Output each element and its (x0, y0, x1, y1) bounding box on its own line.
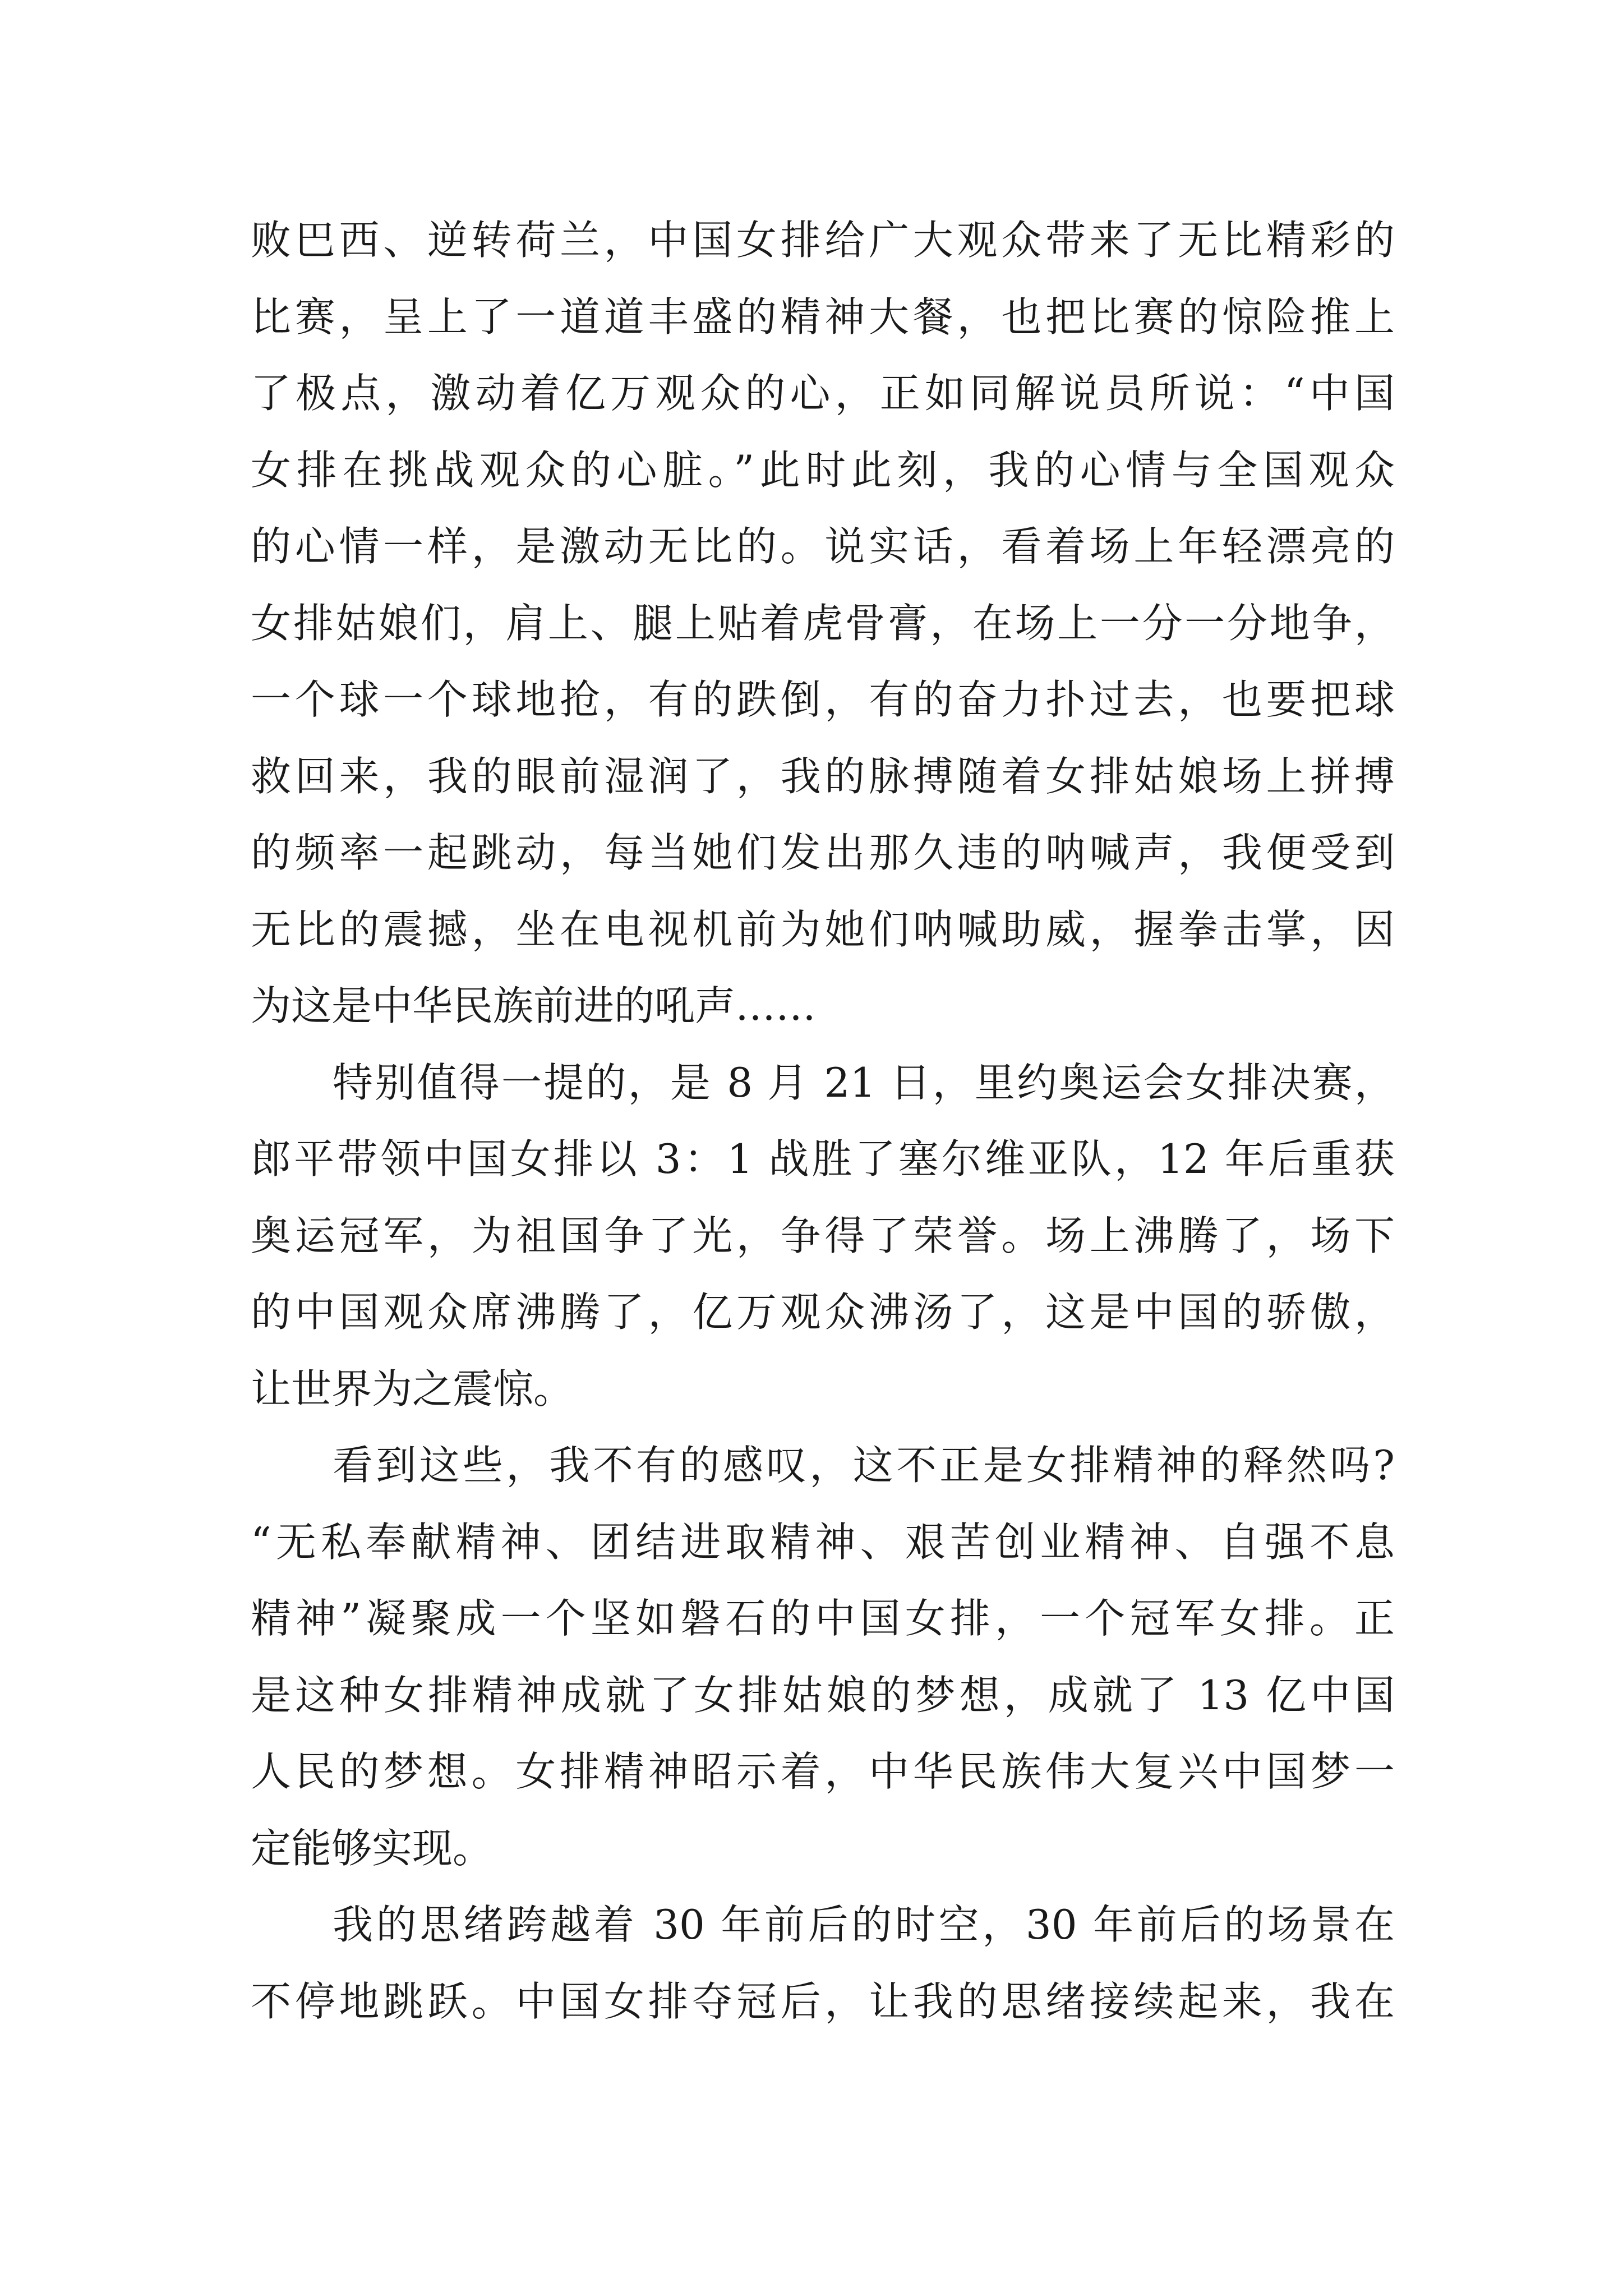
paragraph-3 (251, 1427, 1395, 1887)
text-line: 的心情一样，是激动无比的。说实话，看着场上年轻漂亮的 (251, 523, 1395, 570)
paragraph-2 (251, 1045, 1395, 1428)
text-line: 是这种女排精神成就了女排姑娘的梦想，成就了 13 亿中国 (251, 1671, 1395, 1719)
text-line: 一个球一个球地抢，有的跌倒，有的奋力扑过去，也要把球 (251, 676, 1395, 723)
text-line: 郎平带领中国女排以 3：1 战胜了塞尔维亚队，12 年后重获 (251, 1135, 1395, 1182)
text-line: 看到这些，我不有的感叹，这不正是女排精神的释然吗? (333, 1442, 1395, 1489)
text-line: 我的思绪跨越着 30 年前后的时空，30 年前后的场景在 (333, 1901, 1395, 1948)
text-line: 让世界为之震惊。 (251, 1365, 574, 1412)
text-line: 奥运冠军，为祖国争了光，争得了荣誉。场上沸腾了，场下 (251, 1212, 1395, 1259)
paragraph-4 (251, 1887, 1395, 2040)
text-line: “无私奉献精神、团结进取精神、艰苦创业精神、自强不息 (251, 1518, 1395, 1566)
text-line: 女排在挑战观众的心脏。”此时此刻，我的心情与全国观众 (251, 446, 1395, 494)
text-line: 为这是中华民族前进的吼声…… (251, 982, 817, 1029)
text-line: 的中国观众席沸腾了，亿万观众沸汤了，这是中国的骄傲， (251, 1289, 1395, 1336)
text-line: 定能够实现。 (251, 1824, 494, 1872)
text-line: 不停地跳跃。中国女排夺冠后，让我的思绪接续起来，我在 (251, 1977, 1395, 2025)
text-line: 了极点，激动着亿万观众的心，正如同解说员所说：“中国 (251, 370, 1395, 417)
body-text (251, 202, 1395, 2040)
text-line: 人民的梦想。女排精神昭示着，中华民族伟大复兴中国梦一 (251, 1748, 1395, 1795)
text-line: 救回来，我的眼前湿润了，我的脉搏随着女排姑娘场上拼搏 (251, 752, 1395, 800)
text-line: 女排姑娘们，肩上、腿上贴着虎骨膏，在场上一分一分地争， (251, 599, 1395, 647)
text-line: 败巴西、逆转荷兰，中国女排给广大观众带来了无比精彩的 (251, 217, 1395, 264)
text-line: 无比的震撼，坐在电视机前为她们呐喊助威，握拳击掌，因 (251, 905, 1395, 953)
text-line: 特别值得一提的，是 8 月 21 日，里约奥运会女排决赛， (333, 1059, 1395, 1106)
text-line: 比赛，呈上了一道道丰盛的精神大餐，也把比赛的惊险推上 (251, 293, 1395, 341)
text-line: 的频率一起跳动，每当她们发出那久违的呐喊声，我便受到 (251, 829, 1395, 876)
paragraph-1 (251, 202, 1395, 1045)
text-line: 精神”凝聚成一个坚如磐石的中国女排，一个冠军女排。正 (251, 1595, 1395, 1642)
